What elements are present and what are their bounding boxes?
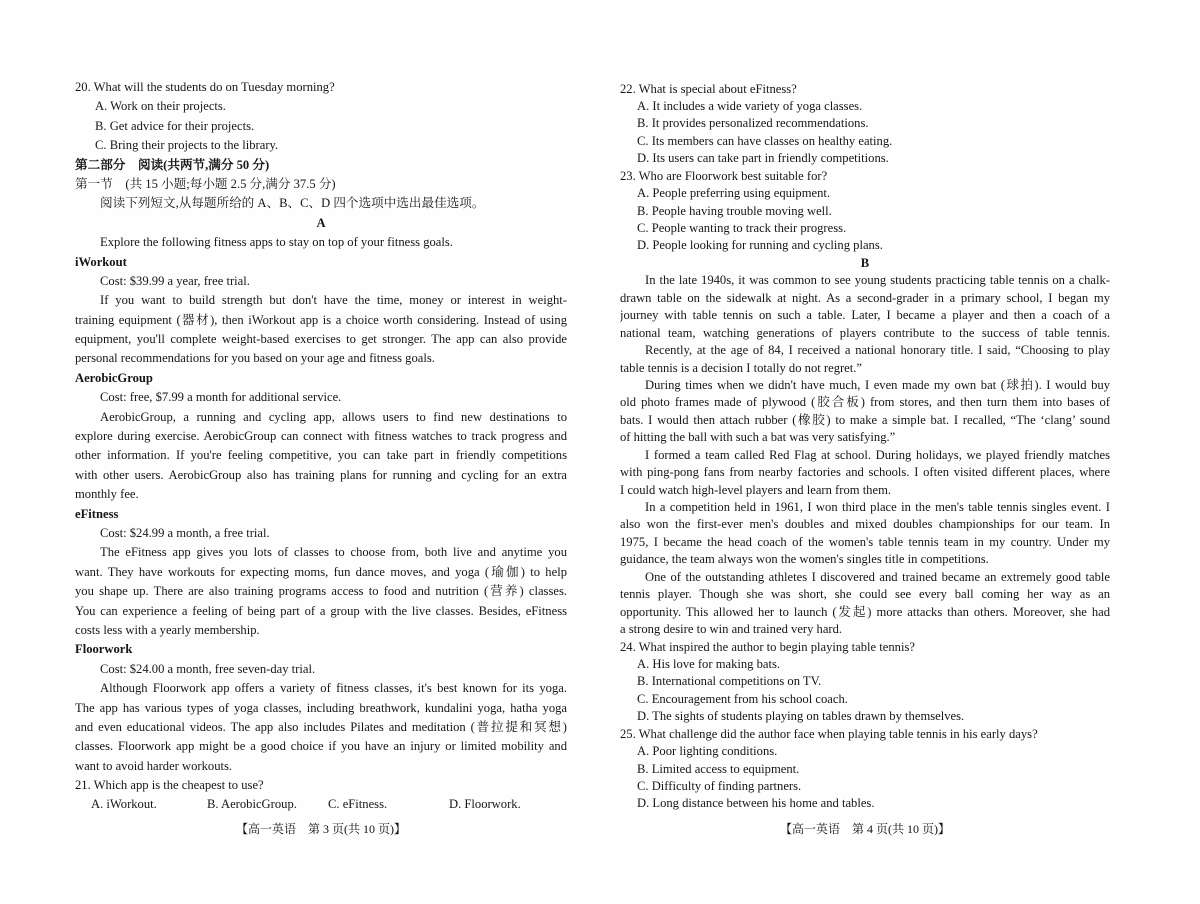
- question-25-option-b: B. Limited access to equipment.: [637, 761, 800, 776]
- paragraph-line: 1975, I became the head coach of the women's table tennis team in my country. Under my: [620, 534, 1110, 549]
- paragraph-line: Recently, at the age of 84, I received a national honorary title. I said, “Choosing to play: [645, 343, 1110, 358]
- passage-b-label: B: [860, 255, 870, 270]
- paragraph-line: drawn table on the sidewalk at night. As a second-grader in a primary school, I began my: [620, 290, 1110, 305]
- paragraph-line: If you want to build strength but don't have the time, money or interest in weight-: [100, 293, 567, 308]
- paragraph-line: In a competition held in 1961, I won third place in the men's table tennis singles event. I: [645, 500, 1110, 514]
- paragraph-line: tennis player. Though she was short, she could see every ball coming her way as an: [620, 587, 1110, 602]
- question-24-option-b: B. International competitions on TV.: [637, 674, 822, 689]
- paragraph-line: personal recommendations for you based on your age and fitness goals.: [75, 351, 435, 366]
- question-24-option-c: C. Encouragement from his school coach.: [637, 691, 848, 706]
- paragraph-line: with other users. AerobicGroup also has training plans for running and cycling for an extra: [75, 467, 567, 482]
- paragraph-line: costs less with a yearly membership.: [75, 622, 260, 637]
- question-25-option-a: A. Poor lighting conditions.: [637, 744, 778, 759]
- paragraph-line: bats. I would then attach rubber (橡胶) to make a simple bat. I recalled, “The ‘clang’ sound: [620, 412, 1110, 427]
- question-22-option-b: B. It provides personalized recommendations.: [637, 116, 869, 131]
- passage-a-label: A: [316, 215, 326, 230]
- paragraph-line: of hitting the ball with such a bat was very satisfying.”: [620, 430, 896, 445]
- paragraph-line: want to avoid harder workouts.: [75, 758, 233, 773]
- right-column: [620, 81, 1110, 813]
- question-24-stem: 24. What inspired the author to begin playing table tennis?: [620, 639, 915, 654]
- question-23-option-b: B. People having trouble moving well.: [637, 203, 832, 218]
- question-25-option-c: C. Difficulty of finding partners.: [637, 779, 802, 793]
- question-22-option-a: A. It includes a wide variety of yoga classes.: [637, 98, 863, 113]
- app-name-floorwork: Floorwork: [75, 642, 133, 657]
- app-name-iworkout: iWorkout: [75, 254, 127, 269]
- paragraph-line: national team, watching generations of players contribute to the success of table tennis.: [620, 325, 1110, 340]
- paragraph-line: The eFitness app gives you lots of classes to choose from, both live and anytime you: [100, 545, 567, 560]
- page-footer-left: 【高一英语 第 3 页(共 10 页)】: [236, 822, 406, 836]
- paragraph-line: journey with table tennis on such a table. Later, I became a player and then a coach of a: [620, 308, 1110, 323]
- paragraph-line: monthly fee.: [75, 487, 139, 502]
- paragraph-line: with ping-pong fans from nearby factories and schools. I often visited different places, where: [620, 465, 1110, 480]
- question-21-option-d: D. Floorwork.: [449, 797, 521, 812]
- paragraph-line: training equipment (器材), then iWorkout app is a choice worth considering. Instead of using: [75, 312, 567, 327]
- reading-instructions: 阅读下列短文,从每题所给的 A、B、C、D 四个选项中选出最佳选项。: [100, 196, 485, 211]
- paragraph-line: other information. If you're feeling competitive, you can take part in friendly competitions: [75, 448, 567, 463]
- question-21-option-c: C. eFitness.: [328, 797, 388, 812]
- paragraph-line: In the late 1940s, it was common to see young students practicing table tennis on a chalk-: [645, 273, 1110, 288]
- question-21-option-b: B. AerobicGroup.: [207, 797, 297, 812]
- app-cost-iworkout: Cost: $39.99 a year, free trial.: [100, 273, 250, 288]
- question-23-stem: 23. Who are Floorwork best suitable for?: [620, 168, 828, 183]
- question-23-option-c: C. People wanting to track their progress.: [637, 221, 847, 235]
- question-22-option-d: D. Its users can take part in friendly competitions.: [637, 151, 889, 166]
- paragraph-line: explore during exercise. AerobicGroup can connect with fitness watches to track progress and: [75, 429, 567, 444]
- section-heading: 第一节 (共 15 小题;每小题 2.5 分,满分 37.5 分): [75, 176, 336, 191]
- paragraph-line: and even educational videos. The app also includes Pilates and meditation (普拉提和冥想): [75, 719, 567, 734]
- paragraph-line: you shape up. There are also training programs access to food and nutrition (营养) classes.: [75, 584, 567, 599]
- paragraph-line: guidance, the team always won the women's singles title in competitions.: [620, 552, 989, 567]
- question-20-option-c: C. Bring their projects to the library.: [95, 138, 279, 153]
- question-20-stem: 20. What will the students do on Tuesday morning?: [75, 80, 335, 94]
- paragraph-line: During times when we didn't have much, I even made my own bat (球拍). I would buy: [645, 377, 1110, 392]
- question-20-option-b: B. Get advice for their projects.: [95, 118, 255, 133]
- paragraph-line: opportunity. This allowed her to launch (发起) more attacks than others. Moreover, she had: [620, 604, 1110, 619]
- app-cost-aerobicgroup: Cost: free, $7.99 a month for additional service.: [100, 390, 342, 405]
- paragraph-line: equipment, you'll complete weight-based exercises to get stronger. The app can also provide: [75, 332, 567, 347]
- question-21-options: [75, 795, 567, 814]
- paragraph-line: You can experience a feeling of being part of a group with the live classes. Besides, eFitness: [75, 603, 567, 618]
- paragraph-line: table tennis is a decision I totally do not regret.”: [620, 360, 863, 375]
- question-23-option-d: D. People looking for running and cycling plans.: [637, 238, 883, 253]
- paragraph-line: also won the first-ever men's doubles and mixed doubles championships for our team. In: [620, 517, 1110, 532]
- question-22-stem: 22. What is special about eFitness?: [620, 81, 797, 96]
- page-footer-right: 【高一英语 第 4 页(共 10 页)】: [780, 822, 950, 836]
- question-21-option-a: A. iWorkout.: [91, 797, 157, 812]
- left-column: [75, 78, 567, 815]
- app-cost-efitness: Cost: $24.99 a month, a free trial.: [100, 525, 270, 540]
- part-heading: 第二部分 阅读(共两节,满分 50 分): [75, 157, 270, 172]
- question-25-stem: 25. What challenge did the author face when playing table tennis in his early days?: [620, 726, 1038, 741]
- paragraph-line: classes. Floorwork app might be a good choice if you have an injury or limited mobility and: [75, 739, 567, 754]
- paragraph-line: old photo frames made of plywood (胶合板) from stores, and then turn them into bases of: [620, 395, 1110, 410]
- question-23-option-a: A. People preferring using equipment.: [637, 186, 831, 201]
- paragraph-line: AerobicGroup, a running and cycling app, allows users to find new destinations to: [100, 409, 567, 424]
- paragraph-line: I formed a team called Red Flag at school. During holidays, we played friendly matches: [645, 447, 1110, 462]
- question-20-option-a: A. Work on their projects.: [95, 99, 226, 114]
- paragraph-line: want. They have workouts for expecting moms, fun dance moves, and yoga (瑜伽) to help: [75, 564, 567, 579]
- question-24-option-d: D. The sights of students playing on tables drawn by themselves.: [637, 709, 965, 724]
- question-21-stem: 21. Which app is the cheapest to use?: [75, 778, 264, 793]
- app-name-efitness: eFitness: [75, 506, 119, 521]
- app-name-aerobicgroup: AerobicGroup: [75, 370, 153, 385]
- question-22-option-c: C. Its members can have classes on healthy eating.: [637, 133, 893, 148]
- question-25-option-d: D. Long distance between his home and tables.: [637, 796, 875, 811]
- question-24-option-a: A. His love for making bats.: [637, 656, 781, 671]
- paragraph-line: One of the outstanding athletes I discovered and trained became an extremely good table: [645, 569, 1110, 584]
- paragraph-line: a strong desire to win and trained very hard.: [620, 622, 843, 637]
- passage-a-intro: Explore the following fitness apps to stay on top of your fitness goals.: [100, 235, 453, 250]
- paragraph-line: The app has various types of yoga classes, including breathwork, kundalini yoga, hatha yoga: [75, 700, 567, 715]
- paragraph-line: Although Floorwork app offers a variety of fitness classes, it's best known for its yoga.: [100, 681, 567, 696]
- app-cost-floorwork: Cost: $24.00 a month, free seven-day trial.: [100, 661, 316, 676]
- paragraph-line: I could watch high-level players and learn from them.: [620, 482, 892, 497]
